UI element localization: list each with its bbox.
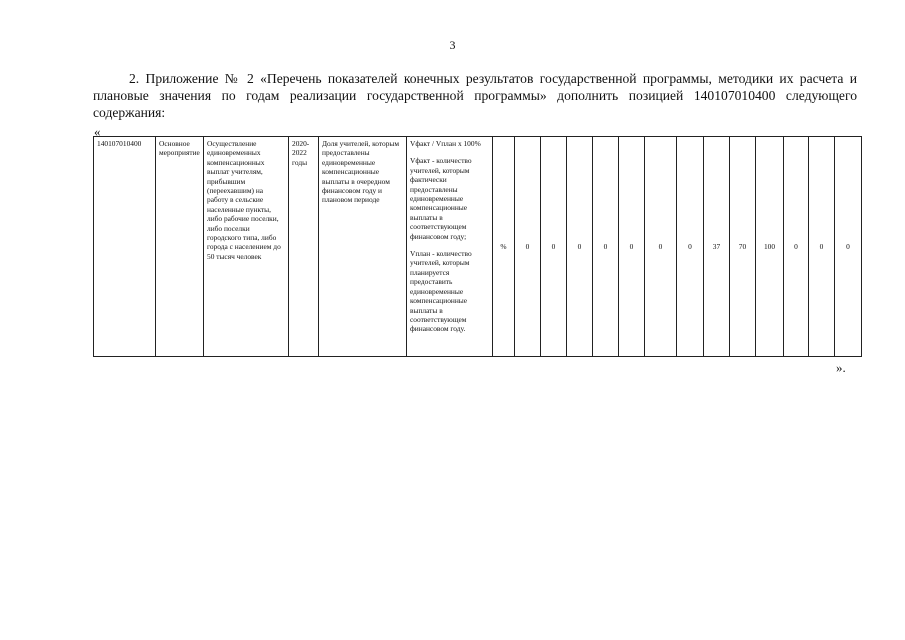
value-cell: 37	[704, 137, 730, 357]
amendment-paragraph: 2. Приложение № 2 «Перечень показателей конечных результатов государственной программы, методики их расчета и плановые значения по годам реализации государственной программы» дополнить позицией 140107010400 следующего содержания:	[93, 71, 857, 120]
period-cell: 2020-2022 годы	[289, 137, 319, 357]
value-cell: 0	[541, 137, 567, 357]
formula-cell	[407, 137, 493, 357]
value-cell: 0	[619, 137, 645, 357]
indicators-table	[93, 136, 862, 357]
formula-desc-fact: Vфакт - количество учителей, которым фактически предоставлены единовременные компенсационные выплаты в соответствующем финансовом году;	[410, 156, 472, 241]
value-cell: 0	[593, 137, 619, 357]
closing-quote: ».	[836, 360, 846, 375]
value-cell: 0	[515, 137, 541, 357]
value-cell: 70	[730, 137, 756, 357]
page-number: 3	[449, 38, 456, 52]
formula-main: Vфакт / Vплан x 100%	[410, 139, 481, 148]
table-row	[94, 137, 862, 357]
type-cell: Основное мероприятие	[156, 137, 204, 357]
value-cell: 0	[835, 137, 862, 357]
value-cell: 0	[677, 137, 704, 357]
formula-desc-plan: Vплан - количество учителей, которым планируется предоставить единовременные компенсационные выплаты в соответствующем финансовом году.	[410, 249, 472, 334]
code-cell: 140107010400	[94, 137, 156, 357]
name-cell: Осуществление единовременных компенсационных выплат учителям, прибывшим (переехавшим) на работу в сельские населенные пункты, либо рабочие поселки, либо поселки городского типа, либо города с населением до 50 тысяч человек	[204, 137, 289, 357]
indicator-cell: Доля учителей, которым предоставлены единовременные компенсационные выплаты в очередном финансовом году и плановом периоде	[319, 137, 407, 357]
value-cell: 0	[784, 137, 809, 357]
opening-quote: «	[94, 124, 101, 139]
value-cell: 100	[756, 137, 784, 357]
unit-cell: %	[493, 137, 515, 357]
value-cell: 0	[809, 137, 835, 357]
value-cell: 0	[567, 137, 593, 357]
value-cell: 0	[645, 137, 677, 357]
